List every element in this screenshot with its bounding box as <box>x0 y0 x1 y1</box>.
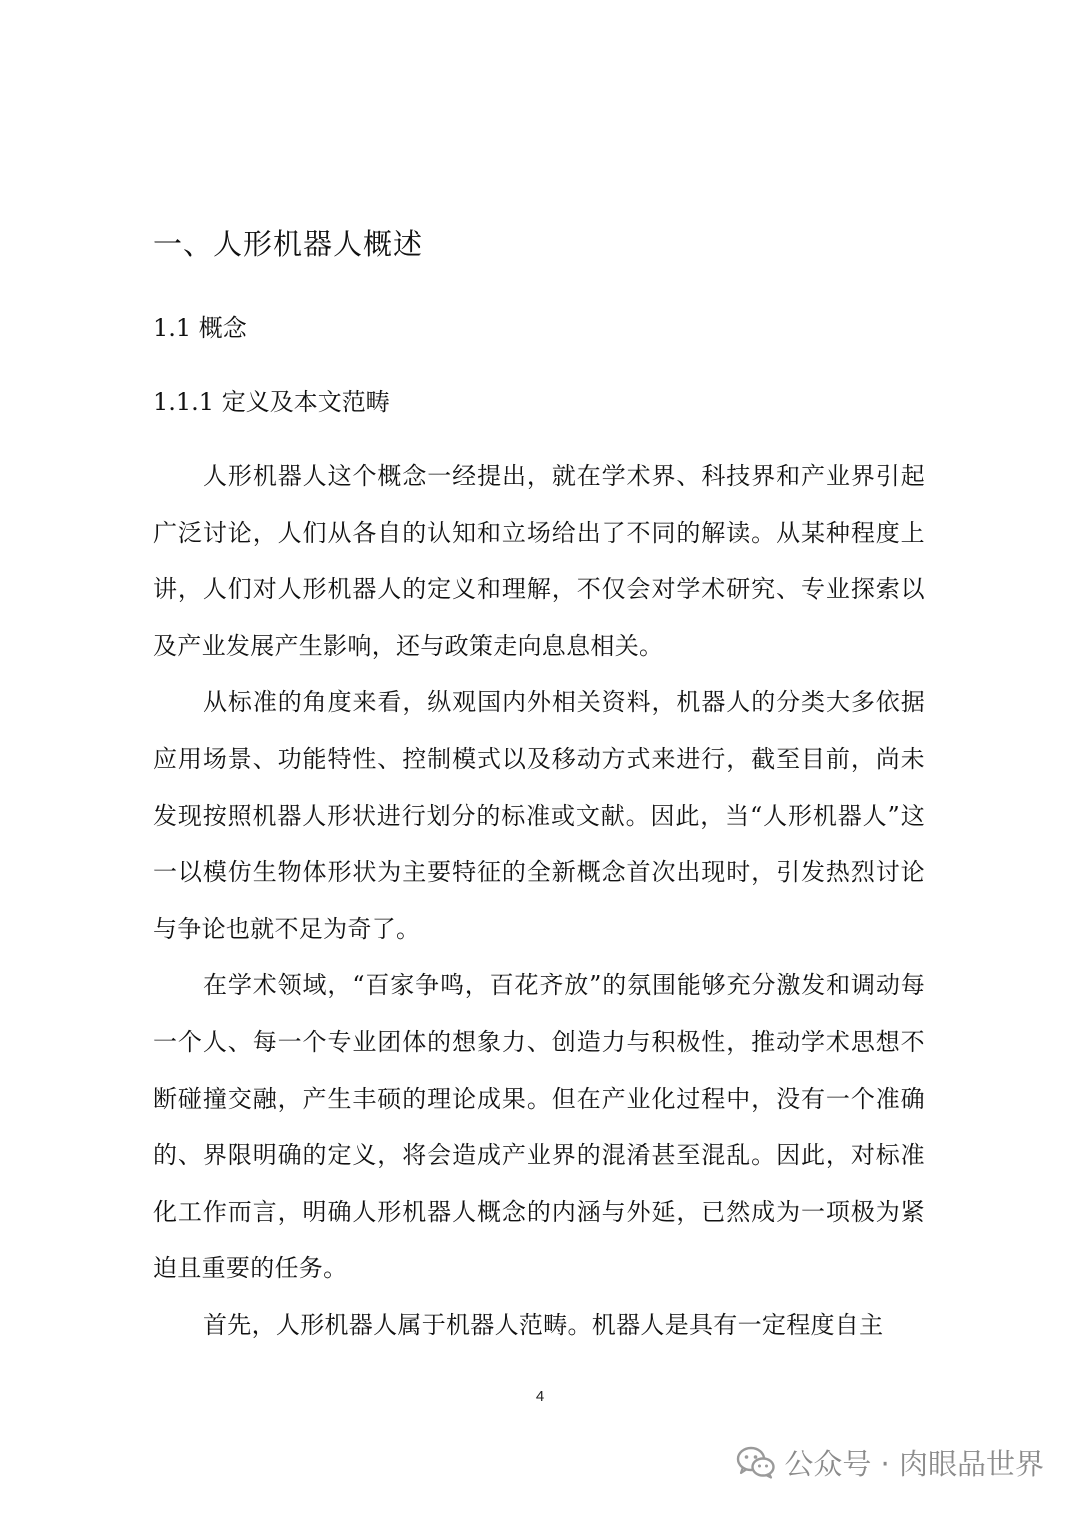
section-heading: 1.1 概念 <box>153 314 247 342</box>
watermark <box>736 1437 1044 1487</box>
body-text <box>153 448 925 1354</box>
page-number: 4 <box>535 1388 545 1405</box>
paragraph-2: 从标准的角度来看，纵观国内外相关资料，机器人的分类大多依据应用场景、功能特性、控制模式以及移动方式来进行，截至目前，尚未发现按照机器人形状进行划分的标准或文献。因此，当“人形机器人”这一以模仿生物体形状为主要特征的全新概念首次出现时，引发热烈讨论与争论也就不足为奇了。 <box>153 688 925 943</box>
paragraph-3: 在学术领域，“百家争鸣，百花齐放”的氛围能够充分激发和调动每一个人、每一个专业团体的想象力、创造力与积极性，推动学术思想不断碰撞交融，产生丰硕的理论成果。但在产业化过程中，没有一个准确的、界限明确的定义，将会造成产业界的混淆甚至混乱。因此，对标准化工作而言，明确人形机器人概念的内涵与外延，已然成为一项极为紧迫且重要的任务。 <box>153 971 925 1283</box>
paragraph-4: 首先，人形机器人属于机器人范畴。机器人是具有一定程度自主 <box>203 1310 884 1339</box>
chapter-heading: 一、人形机器人概述 <box>153 227 424 261</box>
paragraph-1: 人形机器人这个概念一经提出，就在学术界、科技界和产业界引起广泛讨论，人们从各自的认知和立场给出了不同的解读。从某种程度上讲，人们对人形机器人的定义和理解，不仅会对学术研究、专业探索以及产业发展产生影响，还与政策走向息息相关。 <box>153 462 925 660</box>
watermark-text: 公众号 · 肉眼品世界 <box>784 1446 1044 1481</box>
subsection-heading: 1.1.1 定义及本文范畴 <box>153 388 390 416</box>
wechat-icon <box>736 1445 776 1479</box>
